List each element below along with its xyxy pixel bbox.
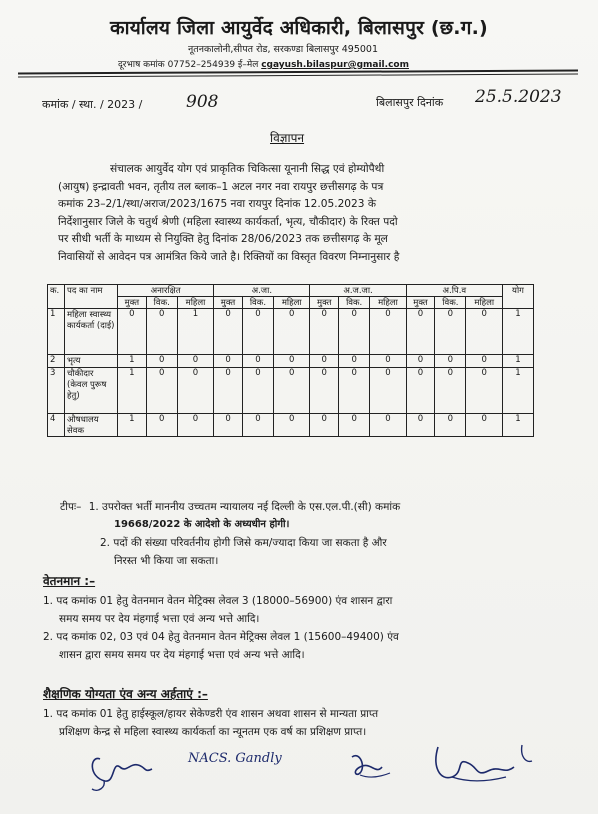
- row-value: 1: [118, 414, 147, 437]
- row-value: 0: [214, 355, 243, 368]
- header-group: अनारक्षित: [118, 285, 214, 297]
- row-value: 0: [274, 309, 310, 355]
- intro-paragraph: [58, 161, 548, 266]
- row-value: 0: [466, 414, 503, 437]
- note-line: निरस्त भी किया जा सकता।: [114, 555, 219, 567]
- subhead: मुक्त: [118, 297, 147, 309]
- office-email: cgayush.bilaspur@gmail.com: [261, 60, 409, 70]
- row-value: 0: [177, 368, 213, 414]
- row-sno: 4: [48, 414, 65, 437]
- row-sno: 2: [48, 355, 65, 368]
- row-post: भृत्य: [65, 355, 118, 368]
- row-value: 0: [339, 368, 370, 414]
- office-address: नूतनकालोनी,सीपत रोड, सरकण्डा बिलासपुर 495001: [188, 44, 379, 55]
- row-value: 0: [406, 309, 435, 355]
- row-total: 1: [503, 368, 534, 414]
- row-value: 0: [242, 309, 273, 355]
- subhead: विक.: [242, 297, 273, 309]
- contact-text: दूरभाष कमांक 07752–254939 ई–मेल: [118, 60, 259, 70]
- row-value: 0: [370, 414, 406, 437]
- office-title: कार्यालय जिला आयुर्वेद अधिकारी, बिलासपुर (छ.ग.): [110, 17, 488, 39]
- row-total: 1: [503, 414, 534, 437]
- salary-line: 1. पद कमांक 01 हेतु वेतनमान वेतन मेट्रिक्स लेवल 3 (18000–56900) एंव शासन द्वारा: [43, 595, 393, 607]
- table-row: [48, 309, 534, 355]
- handwritten-signatures: [60, 737, 570, 797]
- row-total: 1: [503, 309, 534, 355]
- header-group: अ.जा.: [214, 285, 310, 297]
- row-value: 0: [435, 309, 466, 355]
- qualification-heading: शैक्षणिक योग्यता एंव अन्य अर्हताएं :–: [43, 687, 208, 701]
- row-value: 0: [177, 355, 213, 368]
- table-subheader-row: [48, 297, 534, 309]
- intro-line: निवासियों से आवेदन पत्र आमंत्रित किये जाते है। रिक्तियों का विस्तृत विवरण निम्नानुसार है: [58, 250, 400, 263]
- row-value: 0: [214, 414, 243, 437]
- date-value: 25.5.2023: [475, 87, 562, 107]
- intro-line: (आयुष) इन्द्रावती भवन, तृतीय तल ब्लाक–1 अटल नगर नवा रायपुर छत्तीसगढ़ के पत्र: [58, 180, 384, 193]
- reference-number: 908: [186, 92, 219, 112]
- subhead: मुक्त: [310, 297, 339, 309]
- intro-line: कमांक 23–2/1/स्था/अराज/2023/1675 नवा रायपुर दिनांक 12.05.2023 के: [58, 198, 377, 210]
- row-value: 0: [466, 368, 503, 414]
- row-value: 0: [466, 309, 503, 355]
- row-total: 1: [503, 355, 534, 368]
- subhead: महिला: [177, 297, 213, 309]
- subhead: विक.: [146, 297, 177, 309]
- subhead: मुक्त: [214, 297, 243, 309]
- qualification-line: 1. पद कमांक 01 हेतु हाईस्कूल/हायर सेकेण्डरी एंव शासन अथवा शासन से मान्यता प्राप्त: [43, 708, 379, 720]
- qualification-line: प्रशिक्षण केन्द्र से महिला स्वास्थ्य कार्यकर्ता का न्यूनतम एक वर्ष का प्रशिक्षण प्राप्त।: [59, 726, 367, 738]
- header-group: अ.पि.व: [406, 285, 502, 297]
- vacancy-table: [47, 284, 534, 437]
- row-value: 0: [242, 355, 273, 368]
- header-rule-thin: [18, 74, 578, 78]
- row-value: 0: [406, 355, 435, 368]
- row-value: 0: [310, 355, 339, 368]
- date-label: बिलासपुर दिनांक: [376, 96, 444, 109]
- row-value: 0: [435, 368, 466, 414]
- row-value: 0: [370, 355, 406, 368]
- row-value: 0: [242, 368, 273, 414]
- header-post: पद का नाम: [65, 285, 118, 309]
- row-value: 0: [274, 355, 310, 368]
- subhead: महिला: [274, 297, 310, 309]
- row-value: 1: [118, 368, 147, 414]
- row-value: 0: [370, 309, 406, 355]
- row-value: 1: [177, 309, 213, 355]
- subhead: विक.: [435, 297, 466, 309]
- row-value: 1: [118, 355, 147, 368]
- header-total: योग: [503, 285, 534, 309]
- notes-block: [60, 498, 400, 570]
- row-value: 0: [435, 414, 466, 437]
- row-sno: 1: [48, 309, 65, 355]
- row-value: 0: [146, 309, 177, 355]
- salary-heading: वेतनमान :–: [43, 574, 96, 588]
- salary-line: समय समय पर देय मंहगाई भत्ता एवं अन्य भत्ते आदि।: [59, 613, 260, 625]
- table-row: [48, 368, 534, 414]
- signature-text: NACS. Gandly: [188, 751, 282, 766]
- row-value: 0: [274, 368, 310, 414]
- row-value: 0: [466, 355, 503, 368]
- subhead: मुक्त: [406, 297, 435, 309]
- row-value: 0: [214, 309, 243, 355]
- office-contact: [118, 57, 409, 70]
- table-row: [48, 414, 534, 437]
- row-post: महिला स्वास्थ्य कार्यकर्ता (दाई): [65, 309, 118, 355]
- note-line: 19668/2022 के आदेशो के अध्यधीन होगी।: [114, 519, 290, 530]
- row-value: 0: [146, 355, 177, 368]
- row-value: 0: [146, 368, 177, 414]
- salary-line: शासन द्वारा समय समय पर देय मंहगाई भत्ता एवं अन्य भत्ते आदि।: [59, 649, 305, 661]
- row-value: 0: [274, 414, 310, 437]
- subhead: महिला: [370, 297, 406, 309]
- table-header-row: [48, 285, 534, 297]
- row-value: 0: [310, 414, 339, 437]
- subhead: महिला: [466, 297, 503, 309]
- row-value: 0: [435, 355, 466, 368]
- row-value: 0: [406, 368, 435, 414]
- intro-line: पर सीधी भर्ती के माध्यम से नियुक्ति हेतु दिनांक 28/06/2023 तक छत्तीसगढ़ के मूल: [58, 233, 388, 245]
- row-value: 0: [242, 414, 273, 437]
- row-value: 0: [370, 368, 406, 414]
- reference-label: कमांक / स्था. / 2023 /: [42, 98, 143, 111]
- salary-section: [43, 572, 399, 664]
- table-row: [48, 355, 534, 368]
- qualification-section: [43, 685, 378, 741]
- row-post: औषधालय सेवक: [65, 414, 118, 437]
- row-value: 0: [310, 309, 339, 355]
- row-value: 0: [339, 355, 370, 368]
- row-post: चौकीदार (केवल पुरूष हेतु): [65, 368, 118, 414]
- header-sno: क.: [48, 285, 65, 309]
- row-value: 0: [146, 414, 177, 437]
- notice-title: विज्ञापन: [270, 131, 305, 145]
- intro-line: निर्देशानुसार जिले के चतुर्थ श्रेणी (महिला स्वास्थ्य कार्यकर्ता, भृत्य, चौकीदार) के रिक्त पदो: [58, 215, 398, 228]
- note-line: 2. पदों की संख्या परिवर्तनीय होगी जिसे कम/ज्यादा किया जा सकता है और: [100, 537, 387, 549]
- row-value: 0: [406, 414, 435, 437]
- signatures: [60, 737, 570, 797]
- row-value: 0: [339, 414, 370, 437]
- salary-line: 2. पद कमांक 02, 03 एवं 04 हेतु वेतनमान वेतन मेट्रिक्स लेवल 1 (15600–49400) एंव: [43, 631, 399, 643]
- intro-line: संचालक आयुर्वेद योग एवं प्राकृतिक चिकित्सा यूनानी सिद्ध एवं होम्योपैथी: [110, 163, 385, 175]
- row-value: 0: [177, 414, 213, 437]
- note-line: 1. उपरोक्त भर्ती माननीय उच्चतम न्यायालय नई दिल्ली के एस.एल.पी.(सी) कमांक: [88, 501, 401, 513]
- row-value: 0: [339, 309, 370, 355]
- row-value: 0: [118, 309, 147, 355]
- row-value: 0: [214, 368, 243, 414]
- header-group: अ.ज.जा.: [310, 285, 406, 297]
- subhead: विक.: [339, 297, 370, 309]
- row-sno: 3: [48, 368, 65, 414]
- notes-label: टीपः–: [60, 501, 82, 513]
- row-value: 0: [310, 368, 339, 414]
